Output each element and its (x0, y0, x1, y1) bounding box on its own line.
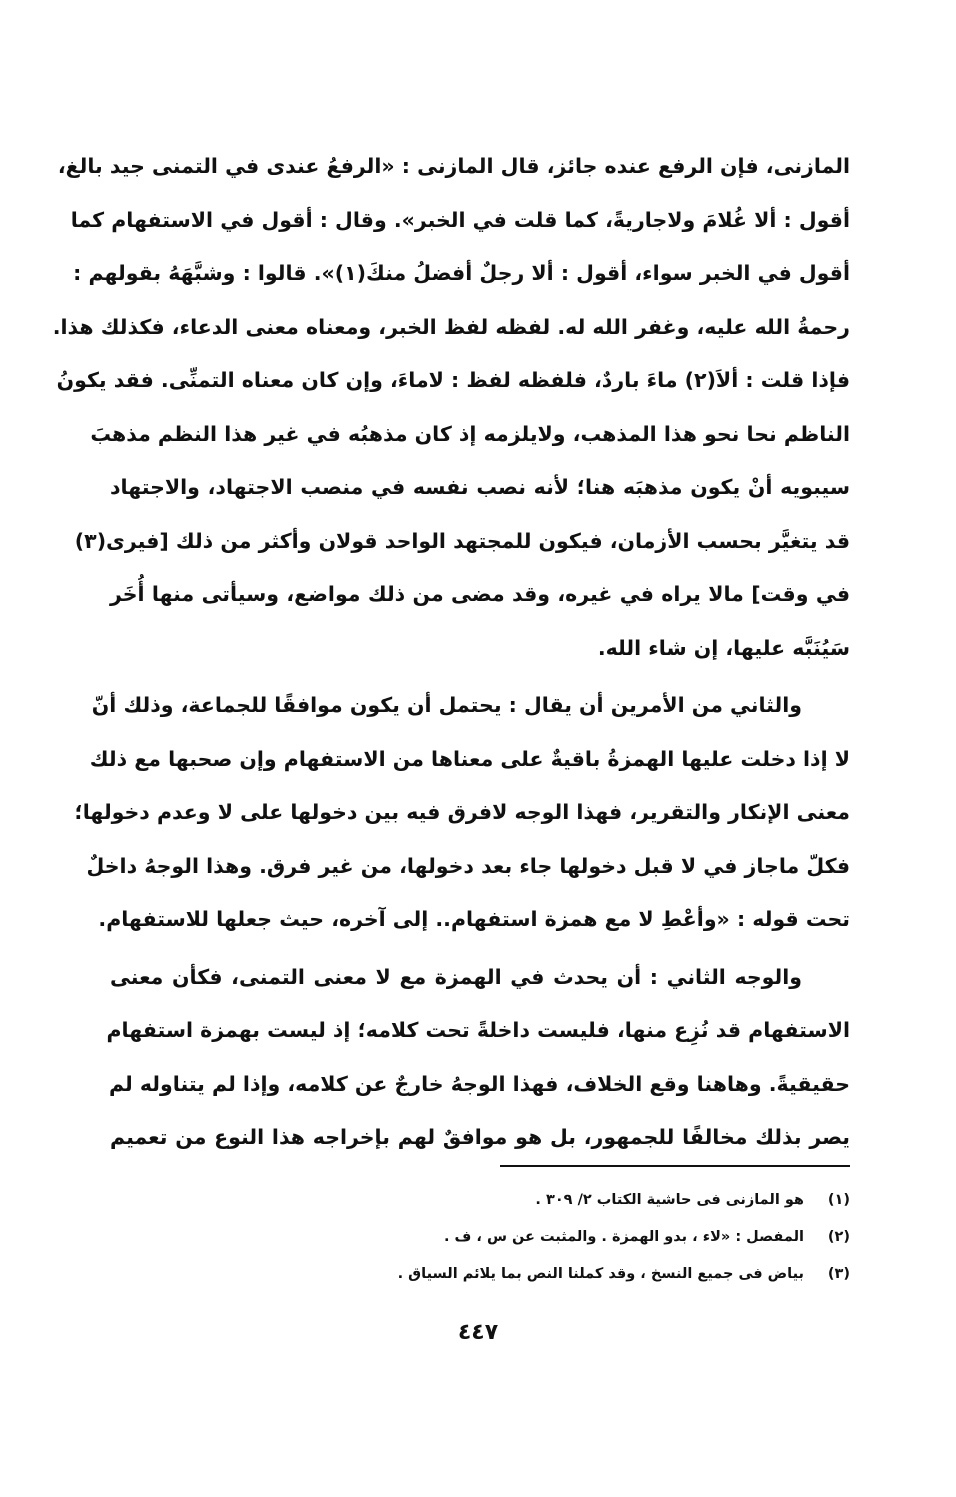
footnote-3 (300, 1256, 850, 1293)
footnote-number: (٣) (827, 1266, 850, 1282)
footnote-separator (500, 1165, 850, 1167)
text-line: حقيقيةً. وهاهنا وقع الخلاف، فهذا الوجهُ خارجٌ عن كلامه، وإذا لم يتناوله لم (108, 1071, 850, 1096)
text-line: يصر بذلك مخالفًا للجمهور، بل هو موافقٌ لهم بإخراجه هذا النوع من تعميم (110, 1125, 850, 1149)
footnote-2 (300, 1219, 850, 1256)
footnote-text: هو المازنى فى حاشية الكتاب ٢/ ٣٠٩ . (535, 1192, 804, 1208)
footnote-number: (١) (827, 1192, 850, 1208)
text-line: الاستفهام قد نُزِع منها، فليست داخلةً تحت كلامه؛ إذ ليست بهمزة استفهام (106, 1018, 850, 1042)
main-text (52, 140, 850, 1165)
footnote-1 (300, 1182, 850, 1219)
text-line: تحت قوله : «وأعْطِ لا مع همزة استفهام.. إلى آخره، حيث جعلها للاستفهام. (98, 907, 850, 931)
text-line: الناظم نحا نحو هذا المذهب، ولايلزمه إذ كان مذهبُه في غير هذا النظم مذهبَ (90, 421, 850, 446)
text-line: والثاني من الأمرين أن يقال : يحتمل أن يكون موافقًا للجماعة، وذلك أنّ (91, 693, 802, 717)
text-line: والوجه الثاني : أن يحدث في الهمزة مع لا معنى التمنى، فكأن معنى (110, 964, 802, 989)
text-line: معنى الإنكار والتقرير، فهذا الوجه لافرق فيه بين دخولها على لا وعدم دخولها؛ (74, 800, 850, 824)
text-line: رحمةُ الله عليه، وغفر الله له. لفظه لفظ الخبر، ومعناه معنى الدعاء، فكذلك هذا. (52, 314, 850, 339)
paragraph-3 (106, 951, 850, 1165)
text-line: سيبويه أنْ يكون مذهبَه هنا؛ لأنه نصب نفسه في منصب الاجتهاد، والاجتهاد (110, 475, 850, 499)
paragraph-2 (74, 679, 850, 947)
footnote-text: المفصل : «لاء ، بدو الهمزة . والمثبت عن س ، ف . (443, 1229, 804, 1245)
text-line: في وقت] مالا يراه في غيره، وقد مضى من ذلك مواضع، وسيأتى منها أُخَر (110, 582, 850, 606)
text-line: فكلّ ماجاز في لا قبل دخولها جاء بعد دخولها، من غير فرق. وهذا الوجهُ داخلٌ (86, 853, 850, 878)
text-line: قد يتغيَّر بحسب الأزمان، فيكون للمجتهد الواحد قولان وأكثر من ذلك [فيرى(٣) (74, 528, 850, 553)
page-number: ٤٤٧ (457, 1320, 499, 1345)
text-line: فإذا قلت : ألاَ(٢) ماءَ باردٌ، فلفظه لفظ : لاماءَ، وإن كان معناه التمنِّى. فقد يكونُ (56, 368, 850, 392)
text-line: سَيُنَبَّه عليها، إن شاء الله. (597, 635, 850, 660)
footnote-text: بياض فى جميع النسخ ، وقد كملنا النص بما يلائم السياق . (397, 1266, 804, 1282)
footnotes (300, 1182, 850, 1293)
text-line: أقول في الخبر سواء، أقول : ألا رجلٌ أفضلُ منكَ(١)». قالوا : وشبَّهَهُ بقولهم : (73, 261, 850, 285)
text-line: أقول : ألا غُلامَ ولاجاريةً، كما قلت في الخبر». وقال : أقول في الاستفهام كما (70, 207, 850, 232)
footnote-number: (٢) (827, 1229, 850, 1245)
paragraph-1 (52, 140, 850, 675)
text-line: المازنى، فإن الرفع عنده جائز، قال المازنى : «الرفعُ عندى في التمنى جيد بالغ، (57, 154, 850, 178)
text-line: لا إذا دخلت عليها الهمزةُ باقيةٌ على معناها من الاستفهام وإن صحبها مع ذلك (89, 746, 850, 771)
